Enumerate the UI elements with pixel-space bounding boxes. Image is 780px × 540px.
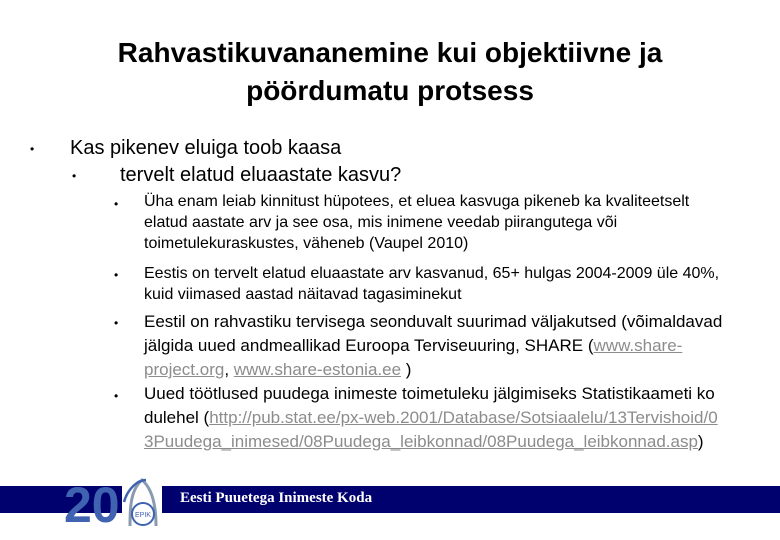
footer-text: Eesti Puuetega Inimeste Koda (180, 490, 373, 506)
slide-title: Rahvastikuvananemine kui objektiivne ja pöördumatu protsess (117, 37, 663, 106)
item-vaupel: Üha enam leiab kinnitust hüpotees, et eluea kasvuga pikeneb ka kvaliteetselt elatud aastate arv ja see osa, mis inimene veedab piirangutega või toimetulekuraskustes, väheneb (Vaupel 2010) (144, 193, 690, 252)
bullet-icon: • (114, 316, 119, 330)
share-project-link[interactable]: www.share-project.org (144, 336, 683, 379)
logo-digits: 20 (64, 477, 120, 532)
item-challenges-sep: , (224, 360, 234, 379)
item-challenges-end: ) (401, 360, 412, 379)
level2-text: tervelt elatud eluaastate kasvu? (120, 164, 402, 186)
bullet-icon: • (72, 169, 77, 183)
item-challenges-text: Eestil on rahvastiku tervisega seonduvalt suurimad väljakutsed (võimaldavad jälgida uued andmeallikad Euroopa Terviseuuring, SHARE ( (144, 312, 723, 355)
bullet-icon: • (114, 389, 119, 403)
item-statistics-end: ) (697, 432, 704, 451)
item-statistics (144, 382, 719, 454)
bullet-icon: • (114, 268, 119, 282)
epik-logo-icon (64, 470, 184, 532)
item-statistics-text: Uued töötlused puudega inimeste toimetuleku jälgimiseks Statistikaameti kodulehel ( (144, 384, 715, 427)
bullet-icon: • (114, 197, 119, 211)
pub-stat-link[interactable]: http://pub.stat.ee/px-web.2001/Database/Sotsiaalelu/13Tervishoid/03Puudega_inimesed/08Puudega_leibkonnad/08Puudega_leibkonnad.asp (144, 408, 718, 451)
share-estonia-link[interactable]: www.share-estonia.ee (233, 360, 402, 379)
level1-text: Kas pikenev eluiga toob kaasa (70, 137, 342, 159)
item-challenges (144, 310, 734, 382)
item-estonia-growth: Eestis on tervelt elatud eluaastate arv kasvanud, 65+ hulgas 2004-2009 üle 40%, kuid viimased aastad näitavad tagasiminekut (144, 265, 720, 303)
logo-mark: EPIK (135, 512, 151, 519)
bullet-icon: • (30, 142, 35, 156)
